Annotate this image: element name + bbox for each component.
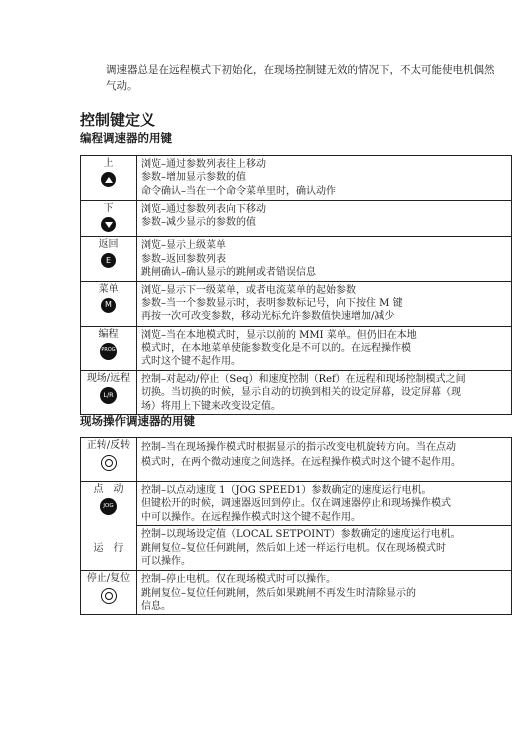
key-cell xyxy=(81,201,137,237)
prog-key-icon: PROG xyxy=(100,343,117,360)
description-line: 浏览–通过参数列表向下移动 xyxy=(141,204,266,215)
lr-key-icon: L/R xyxy=(100,387,117,404)
description-cell xyxy=(137,526,512,571)
description-line: 跳闸确认–确认显示的跳闸或者错误信息 xyxy=(141,267,316,279)
description-line: 控制–当在现场操作模式时根据显示的指示改变电机旋转方向。当在点动 xyxy=(141,442,456,453)
key-cell xyxy=(81,156,137,201)
table-row xyxy=(81,201,512,237)
direction-ring-icon xyxy=(101,455,117,471)
key-label-local-remote: 现场/远程 xyxy=(86,372,131,384)
table-row xyxy=(81,482,512,526)
programming-keys-title: 编程调速器的用键 xyxy=(80,131,172,145)
local-keys-title: 现场操作调速器的用键 xyxy=(80,414,195,428)
description-line: 中可以操作。在远程操作模式时这个键不起作用。 xyxy=(141,511,361,523)
m-key-icon: M xyxy=(101,298,116,313)
intro-paragraph xyxy=(106,62,495,94)
key-cell xyxy=(81,526,137,571)
description-line: 切换。当切换的时候，显示自动的切换到相关的设定屏幕，设定屏幕（现 xyxy=(141,387,461,399)
key-label-up: 上 xyxy=(103,158,114,169)
key-cell xyxy=(81,482,137,526)
programming-keys-table xyxy=(80,155,512,415)
key-label-stop-reset: 停止/复位 xyxy=(86,573,131,585)
up-arrow-icon xyxy=(101,172,116,187)
key-cell xyxy=(81,438,137,482)
description-line: 跳闸复位–复位任何跳闸，然后如果跳闸不再发生时清除显示的 xyxy=(141,587,416,599)
description-cell xyxy=(137,237,512,281)
description-line: 控制–停止电机。仅在现场模式时可以操作。 xyxy=(141,574,336,586)
description-line: 浏览–显示下一级菜单，或者电流菜单的起始参数 xyxy=(141,284,356,296)
table-row xyxy=(81,526,512,571)
description-cell xyxy=(137,281,512,326)
key-label-jog: 点 动 xyxy=(93,484,124,495)
description-cell xyxy=(137,156,512,201)
key-cell xyxy=(81,326,137,370)
description-line: 浏览–通过参数列表往上移动 xyxy=(141,159,266,170)
description-line: 参数–返回参数列表 xyxy=(141,253,226,265)
description-line: 控制–以点动速度 1（JOG SPEED1）参数确定的速度运行电机。 xyxy=(141,485,432,496)
description-line: 场）将用上下键来改变设定值。 xyxy=(141,400,281,412)
description-line: 命令确认–当在一个命令菜单里时，确认动作 xyxy=(141,185,336,197)
local-keys-table xyxy=(80,437,512,615)
intro-line-1: 调速器总是在远程模式下初始化，在现场控制键无效的情况下，不太可能使电机偶然 xyxy=(106,64,495,76)
key-cell xyxy=(81,571,137,615)
stop-ring-icon xyxy=(101,588,117,604)
intro-line-2: 气动。 xyxy=(106,80,138,92)
description-line: 跳闸复位–复位任何跳闸，然后如上述一样运行电机。仅在现场模式时 xyxy=(141,542,446,554)
description-line: 模式时，在本地菜单使能参数变化是不可以的。在远程操作模 xyxy=(141,343,411,355)
section-title: 控制键定义 xyxy=(80,111,156,129)
key-cell xyxy=(81,281,137,326)
table-row xyxy=(81,370,512,414)
table-row xyxy=(81,281,512,326)
table-row xyxy=(81,571,512,615)
down-arrow-icon xyxy=(101,217,116,232)
description-cell xyxy=(137,201,512,237)
description-cell xyxy=(137,438,512,482)
description-line: 但键松开的时候，调速器返回到停止。仅在调速器停止和现场操作模式 xyxy=(141,498,451,510)
table-row xyxy=(81,237,512,281)
description-line: 浏览–显示上级菜单 xyxy=(141,240,226,252)
key-label-menu: 菜单 xyxy=(98,283,119,295)
description-line: 浏览–当在本地模式时，显示以前的 MMI 菜单。但仍旧在本地 xyxy=(141,329,417,341)
jog-key-icon: JOG xyxy=(100,498,117,515)
key-label-return: 返回 xyxy=(98,239,119,251)
description-line: 可以操作。 xyxy=(141,556,191,568)
key-label-prog: 编程 xyxy=(98,328,119,340)
description-line: 参数–增加显示参数的值 xyxy=(141,172,246,184)
key-label-run: 运 行 xyxy=(93,542,124,554)
description-cell xyxy=(137,326,512,370)
table-row xyxy=(81,156,512,201)
key-label-down: 下 xyxy=(103,203,114,214)
description-line: 再按一次可改变参数，移动光标允许参数值快速增加/减少 xyxy=(141,311,395,323)
description-cell xyxy=(137,571,512,615)
description-line: 信息。 xyxy=(141,601,171,613)
description-line: 参数–当一个参数显示时，表明参数标记号，向下按住 M 键 xyxy=(141,298,403,310)
description-line: 模式时，在两个微动速度之间选择。在远程操作模式时这个键不起作用。 xyxy=(141,457,461,468)
description-line: 式时这个键不起作用。 xyxy=(141,356,241,368)
key-cell xyxy=(81,237,137,281)
key-cell xyxy=(81,370,137,414)
description-line: 控制–以现场设定值（LOCAL SETPOINT）参数确定的速度运行电机。 xyxy=(141,529,461,541)
description-cell xyxy=(137,370,512,414)
description-line: 参数–减少显示的参数的值 xyxy=(141,217,256,229)
key-label-direction: 正转/反转 xyxy=(86,440,131,451)
e-key-icon: E xyxy=(101,253,116,268)
description-line: 控制–对起动/停止（Seq）和速度控制（Ref）在远程和现场控制模式之间 xyxy=(141,373,466,385)
table-row xyxy=(81,438,512,482)
description-cell xyxy=(137,482,512,526)
table-row xyxy=(81,326,512,370)
